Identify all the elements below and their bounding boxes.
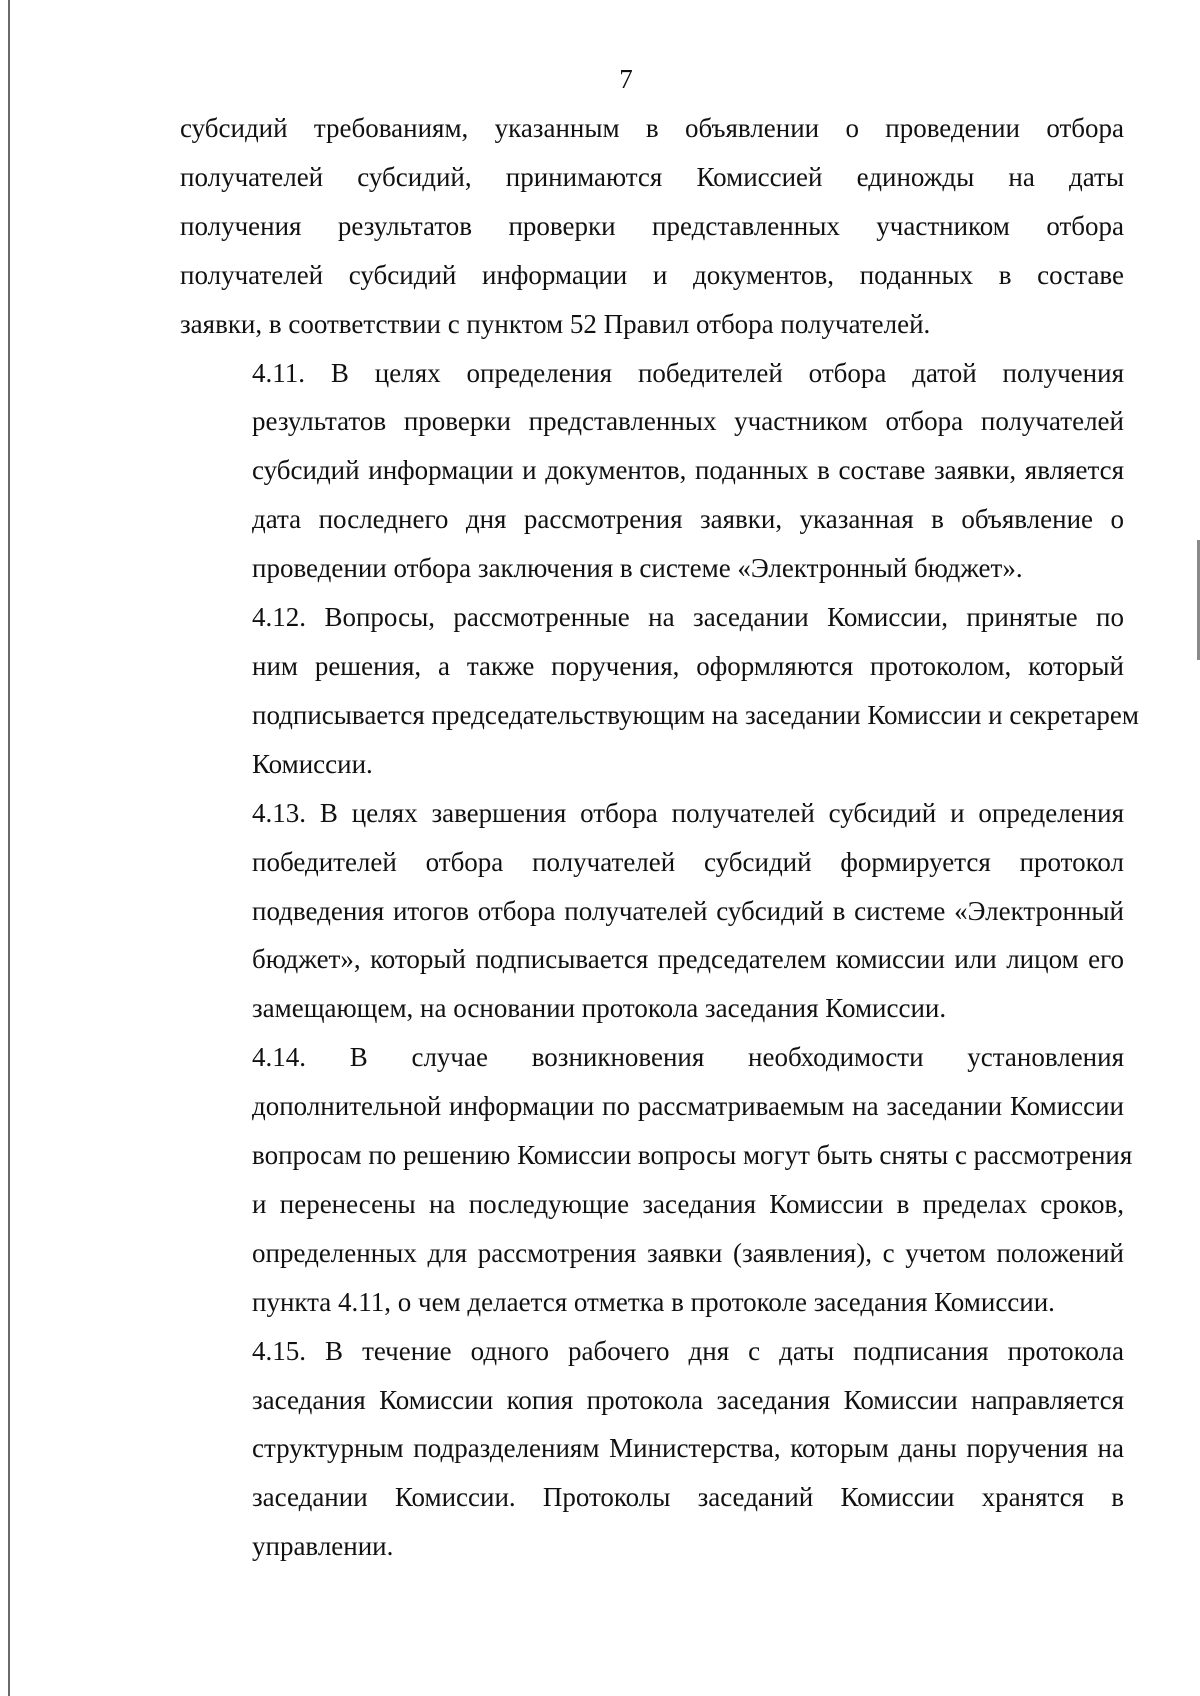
paragraph <box>180 104 1124 349</box>
text-line: субсидий требованиям, указанным в объявлении о проведении отбора <box>180 113 1124 143</box>
text-line: 4.15. В течение одного рабочего дня с даты подписания протокола <box>252 1335 1124 1366</box>
text-line: заседания Комиссии копия протокола заседания Комиссии направляется <box>252 1384 1124 1415</box>
text-line: заседании Комиссии. Протоколы заседаний Комиссии хранятся в <box>252 1482 1124 1513</box>
text-line: субсидий информации и документов, поданных в составе заявки, является <box>252 455 1124 486</box>
text-line: 4.14. В случае возникновения необходимости установления <box>252 1042 1124 1073</box>
text-line: структурным подразделениям Министерства, которым даны поручения на <box>252 1433 1124 1464</box>
text-line: подписывается председательствующим на заседании Комиссии и секретарем <box>252 699 1139 730</box>
text-line: 4.12. Вопросы, рассмотренные на заседании Комиссии, принятые по <box>252 602 1124 633</box>
text-line: Комиссии. <box>252 748 373 779</box>
text-line: получения результатов проверки представленных участником отбора <box>180 210 1124 241</box>
paragraph <box>180 1327 1124 1572</box>
text-line: подведения итогов отбора получателей субсидий в системе «Электронный <box>252 895 1124 926</box>
page-number: 7 <box>619 64 633 94</box>
text-line: 4.11. В целях определения победителей отбора датой получения <box>252 357 1124 388</box>
text-line: дополнительной информации по рассматриваемым на заседании Комиссии <box>252 1091 1124 1122</box>
text-line: пункта 4.11, о чем делается отметка в протоколе заседания Комиссии. <box>252 1286 1055 1317</box>
text-line: бюджет», который подписывается председателем комиссии или лицом его <box>252 944 1124 975</box>
text-line: получателей субсидий информации и документов, поданных в составе <box>180 259 1124 290</box>
text-line: 4.13. В целях завершения отбора получателей субсидий и определения <box>252 797 1124 828</box>
paragraph <box>180 593 1139 789</box>
text-line: проведении отбора заключения в системе «Электронный бюджет». <box>252 553 1023 584</box>
text-line: победителей отбора получателей субсидий формируется протокол <box>252 846 1124 877</box>
document-body <box>180 104 1139 1571</box>
scan-left-edge <box>8 0 10 1696</box>
text-line: дата последнего дня рассмотрения заявки, указанная в объявление о <box>252 504 1124 535</box>
text-line: управлении. <box>252 1531 394 1562</box>
text-line: получателей субсидий, принимаются Комиссией единожды на даты <box>180 161 1124 192</box>
paragraph <box>180 1033 1133 1326</box>
text-line: результатов проверки представленных участником отбора получателей <box>252 406 1124 437</box>
text-line: замещающем, на основании протокола заседания Комиссии. <box>252 993 947 1024</box>
text-line: вопросам по решению Комиссии вопросы могут быть сняты с рассмотрения <box>252 1140 1133 1171</box>
text-line: ним решения, а также поручения, оформляются протоколом, который <box>252 650 1124 681</box>
paragraph <box>180 789 1124 1034</box>
text-line: и перенесены на последующие заседания Комиссии в пределах сроков, <box>252 1188 1124 1219</box>
paragraph <box>180 349 1124 594</box>
text-line: заявки, в соответствии с пунктом 52 Правил отбора получателей. <box>180 308 931 339</box>
text-line: определенных для рассмотрения заявки (заявления), с учетом положений <box>252 1237 1124 1268</box>
